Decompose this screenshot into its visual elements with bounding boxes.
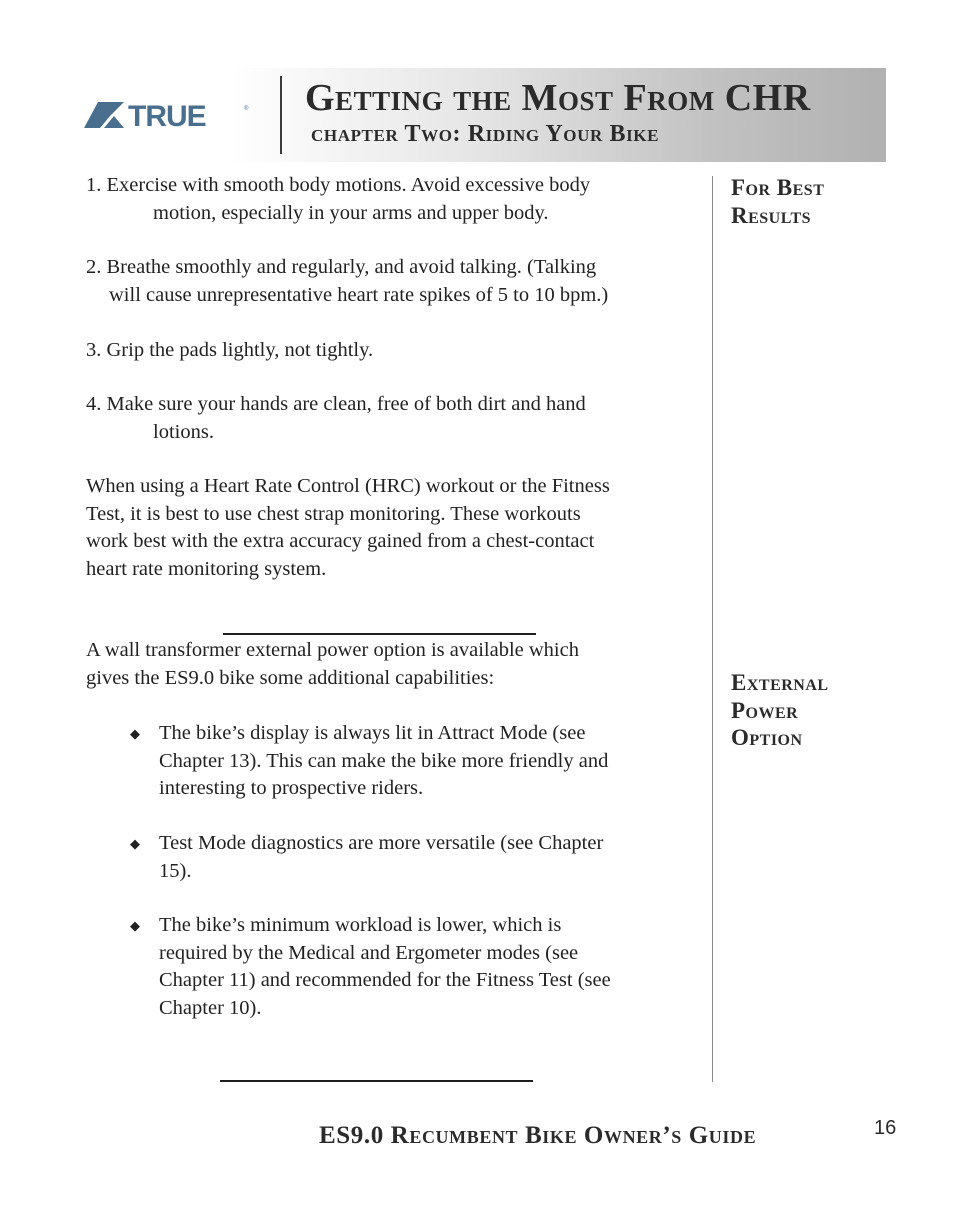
list-item-3 (86, 337, 373, 365)
list-item-line: motion, especially in your arms and upper body. (153, 201, 549, 224)
bullet-line: The bike’s display is always lit in Attract Mode (see (159, 722, 586, 744)
section-rule (223, 633, 536, 635)
paragraph-line: A wall transformer external power option is available which (86, 639, 579, 661)
bullet-line: Chapter 13). This can make the bike more friendly and (159, 749, 609, 772)
true-logo (84, 102, 254, 128)
list-item-line: will cause unrepresentative heart rate spikes of 5 to 10 bpm.) (109, 283, 609, 306)
list-item-line: lotions. (153, 420, 214, 443)
bullet-line: The bike’s minimum workload is lower, which is (159, 914, 562, 936)
bullet-item-3 (159, 912, 611, 1022)
bullet-line: interesting to prospective riders. (159, 777, 424, 799)
bullet-item-1 (159, 720, 608, 803)
list-item-4 (86, 391, 586, 446)
bullet-line: 15). (159, 859, 192, 882)
logo-wordmark: TRUE (128, 102, 206, 128)
side-heading-line: Results (731, 202, 812, 228)
bottom-rule (220, 1080, 533, 1082)
header-divider (280, 76, 282, 154)
list-item-2 (86, 254, 608, 309)
page-number: 16 (874, 1117, 897, 1139)
paragraph-line: heart rate monitoring system. (86, 557, 327, 580)
bullet-icon: ◆ (130, 919, 140, 934)
svg-text:®: ® (244, 106, 249, 112)
list-item-line: 2. Breathe smoothly and regularly, and avoid talking. (Talking (86, 256, 597, 278)
external-power-intro (86, 637, 579, 692)
chapter-subtitle: chapter Two: Riding Your Bike (311, 121, 660, 147)
side-heading-line: Option (731, 725, 803, 750)
list-item-line: 1. Exercise with smooth body motions. Avoid excessive body (86, 174, 591, 196)
side-heading-line: Power (731, 697, 799, 723)
column-divider (712, 176, 713, 1082)
page-title: Getting the Most From CHR (305, 77, 811, 119)
bullet-icon: ◆ (130, 837, 140, 852)
bullet-line: Chapter 11) and recommended for the Fitness Test (see (159, 969, 611, 991)
list-item-1 (86, 172, 590, 227)
paragraph-line: When using a Heart Rate Control (HRC) workout or the Fitness (86, 475, 610, 497)
bullet-line: required by the Medical and Ergometer modes (see (159, 941, 579, 964)
bullet-item-2 (159, 830, 603, 885)
bullet-line: Chapter 10). (159, 996, 262, 1019)
side-heading-line: For Best (731, 175, 825, 200)
bullet-line: Test Mode diagnostics are more versatile (see Chapter (159, 832, 604, 854)
footer-guide-title: ES9.0 Recumbent Bike Owner’s Guide (319, 1122, 757, 1149)
paragraph-line: work best with the extra accuracy gained from a chest-contact (86, 530, 595, 552)
paragraph-line: Test, it is best to use chest strap monitoring. These workouts (86, 502, 581, 525)
list-item-line: 4. Make sure your hands are clean, free of both dirt and hand (86, 393, 586, 415)
list-item-line: 3. Grip the pads lightly, not tightly. (86, 339, 374, 361)
side-heading-external-power (731, 669, 829, 752)
side-heading-line: External (731, 670, 829, 695)
hrc-paragraph (86, 473, 610, 583)
paragraph-line: gives the ES9.0 bike some additional capabilities: (86, 666, 495, 689)
side-heading-best-results (731, 174, 824, 229)
bullet-icon: ◆ (130, 727, 140, 742)
